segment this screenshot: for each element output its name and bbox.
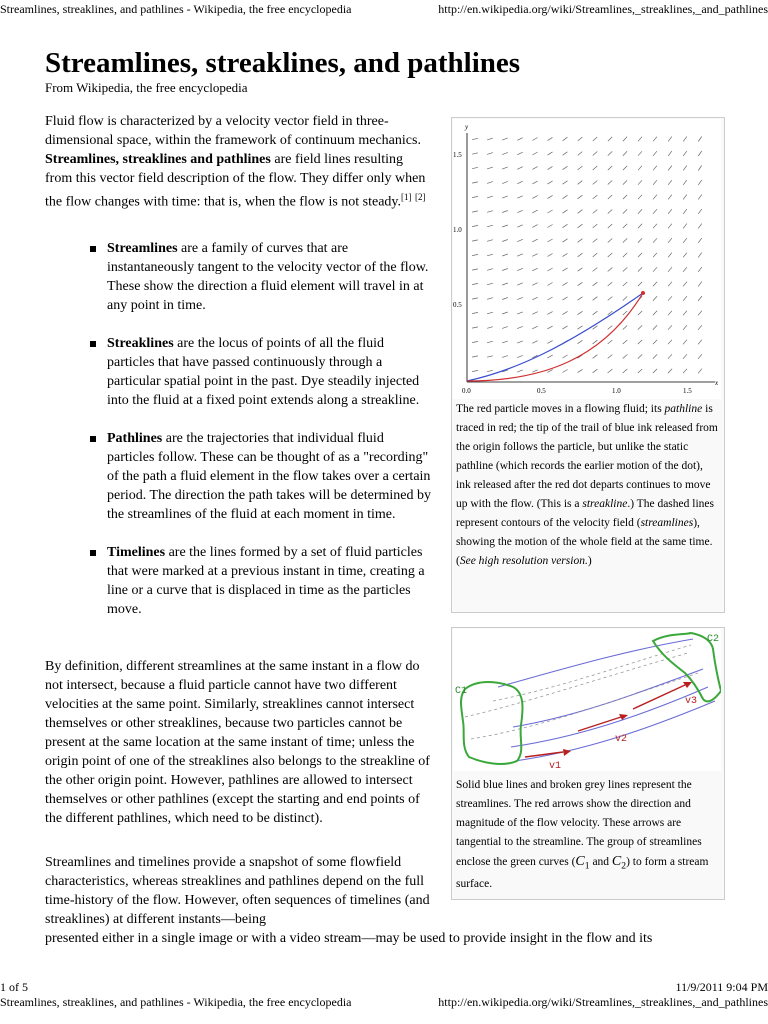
page-subtitle: From Wikipedia, the free encyclopedia bbox=[45, 80, 248, 95]
figure-stream-surface-caption bbox=[456, 776, 718, 894]
bullet-icon bbox=[90, 550, 96, 556]
print-header-title: Streamlines, streaklines, and pathlines - Wikipedia, the free encyclopedia bbox=[0, 2, 352, 16]
high-resolution-link[interactable]: See high resolution version. bbox=[459, 555, 588, 567]
bullet-icon bbox=[90, 246, 96, 252]
definition-list bbox=[88, 239, 433, 638]
caption-c1-sub: 1 bbox=[584, 860, 590, 872]
caption-1a: The red particle moves in a flowing fluid; its bbox=[456, 403, 665, 415]
caption-1c: is traced in red; the tip of the trail of blue ink released from the origin follows the particle, but unlike the static pathline (which records the earlier motion of the dot), ink released after the red dot departs continues to move up with the flow. (This is a bbox=[456, 403, 718, 510]
y-tick-1.5: 1.5 bbox=[453, 151, 462, 159]
ref-link-2[interactable]: [2] bbox=[415, 192, 426, 202]
page-title: Streamlines, streaklines, and pathlines bbox=[45, 47, 521, 79]
label-v2: v2 bbox=[615, 734, 628, 745]
caption-1d: streakline bbox=[582, 498, 628, 510]
list-item-timelines bbox=[88, 543, 433, 619]
caption-c1: C bbox=[575, 854, 585, 869]
x-tick-0.0: 0.0 bbox=[462, 387, 471, 395]
print-datetime: 11/9/2011 9:04 PM bbox=[675, 980, 768, 994]
footer-url[interactable]: http://en.wikipedia.org/wiki/Streamlines,_streaklines,_and_pathlines bbox=[438, 995, 768, 1009]
list-item-streaklines bbox=[88, 334, 433, 410]
definition-timelines: are the lines formed by a set of fluid particles that were marked at a previous instant in time, creating a line or a curve that is displaced in time as the particles move. bbox=[107, 545, 425, 617]
caption-and: and bbox=[589, 856, 612, 868]
paragraph-intersection: By definition, different streamlines at the same instant in a flow do not intersect, because a fluid particle cannot have two different velocities at the same point. Similarly, streaklines cannot intersect themselves or other streaklines, because two particles cannot be present at the same location at the same instant of time; unless the origin point of one of the streaklines also belongs to the streakline of the other origin point. However, pathlines are allowed to intersect themselves or other pathlines (except the starting and end points of the different pathlines, which need to be distinct). bbox=[45, 659, 430, 826]
label-c1: C1 bbox=[455, 686, 468, 697]
x-axis-label: x bbox=[715, 379, 719, 387]
page-number: 1 of 5 bbox=[0, 980, 28, 994]
term-streamlines[interactable]: Streamlines bbox=[107, 241, 178, 256]
caption-1f: streamlines bbox=[640, 517, 694, 529]
paragraph-snapshot: Streamlines and timelines provide a snapshot of some flowfield characteristics, whereas streaklines and pathlines depend on the full time-history of the flow. However, often sequences of timelines (and streaklines) at different instants—being bbox=[45, 855, 430, 927]
y-axis-label: y bbox=[465, 123, 469, 131]
intro-text-2: are field lines resulting from this vector field description of the flow. They differ only when the flow changes with time: that is, when the flow is not steady. bbox=[45, 152, 426, 210]
bullet-icon bbox=[90, 436, 96, 442]
streamline-plot[interactable] bbox=[453, 119, 721, 399]
x-tick-1.0: 1.0 bbox=[612, 387, 621, 395]
caption-c2-sub: 2 bbox=[621, 860, 627, 872]
term-pathlines[interactable]: Pathlines bbox=[107, 431, 163, 446]
label-v1: v1 bbox=[549, 761, 562, 771]
list-item-streamlines bbox=[88, 239, 433, 315]
stream-surface-diagram[interactable] bbox=[453, 629, 721, 771]
caption-1e: .) The dashed lines represent contours of the velocity field ( bbox=[456, 498, 714, 529]
footer-title: Streamlines, streaklines, and pathlines - Wikipedia, the free encyclopedia bbox=[0, 995, 352, 1009]
term-streaklines[interactable]: Streaklines bbox=[107, 336, 174, 351]
caption-2a: Solid blue lines and broken grey lines represent the streamlines. The red arrows show the direction and magnitude of the flow velocity. These arrows are tangential to the streamline. The group of streamlines enclose the green curves ( bbox=[456, 779, 702, 868]
ref-link-1[interactable]: [1] bbox=[401, 192, 412, 202]
caption-1i: ) bbox=[587, 555, 592, 567]
caption-1b: pathline bbox=[664, 403, 703, 415]
x-tick-1.5: 1.5 bbox=[683, 387, 692, 395]
label-c2: C2 bbox=[707, 634, 720, 645]
intro-paragraph bbox=[45, 112, 433, 212]
bullet-icon bbox=[90, 341, 96, 347]
red-particle bbox=[641, 291, 645, 295]
paragraph-snapshot-continued: presented either in a single image or with a video stream—may be used to provide insight in the flow and its bbox=[45, 931, 653, 946]
definition-streamlines: are a family of curves that are instantaneously tangent to the velocity vector of the flow. These show the direction a fluid element will travel in at any point in time. bbox=[107, 241, 429, 313]
list-item-pathlines bbox=[88, 429, 433, 524]
caption-2b: ) to form a stream surface. bbox=[456, 856, 709, 891]
x-tick-0.5: 0.5 bbox=[537, 387, 546, 395]
intro-text-1: Fluid flow is characterized by a velocity vector field in three-dimensional space, within the framework of continuum mechanics. bbox=[45, 114, 421, 148]
y-tick-0.5: 0.5 bbox=[453, 301, 462, 309]
caption-c2: C bbox=[611, 854, 622, 869]
figure-streaklines-caption bbox=[456, 400, 718, 571]
y-tick-1.0: 1.0 bbox=[453, 226, 462, 234]
definition-pathlines: are the trajectories that individual fluid particles follow. These can be thought of as a "recording" of the path a fluid element in the flow takes over a certain period. The direction the path takes will be determined by the streamlines of the fluid at each moment in time. bbox=[107, 431, 431, 522]
term-timelines[interactable]: Timelines bbox=[107, 545, 166, 560]
label-v3: v3 bbox=[685, 696, 698, 707]
print-header-url[interactable]: http://en.wikipedia.org/wiki/Streamlines,_streaklines,_and_pathlines bbox=[438, 2, 768, 16]
caption-1g: ), showing the motion of the whole field at the same time. ( bbox=[456, 517, 713, 567]
intro-bold-terms: Streamlines, streaklines and pathlines bbox=[45, 152, 271, 167]
definition-streaklines: are the locus of points of all the fluid particles that have passed continuously through a particular spatial point in the past. Dye steadily injected into the fluid at a fixed point extends along a streakline. bbox=[107, 336, 420, 408]
